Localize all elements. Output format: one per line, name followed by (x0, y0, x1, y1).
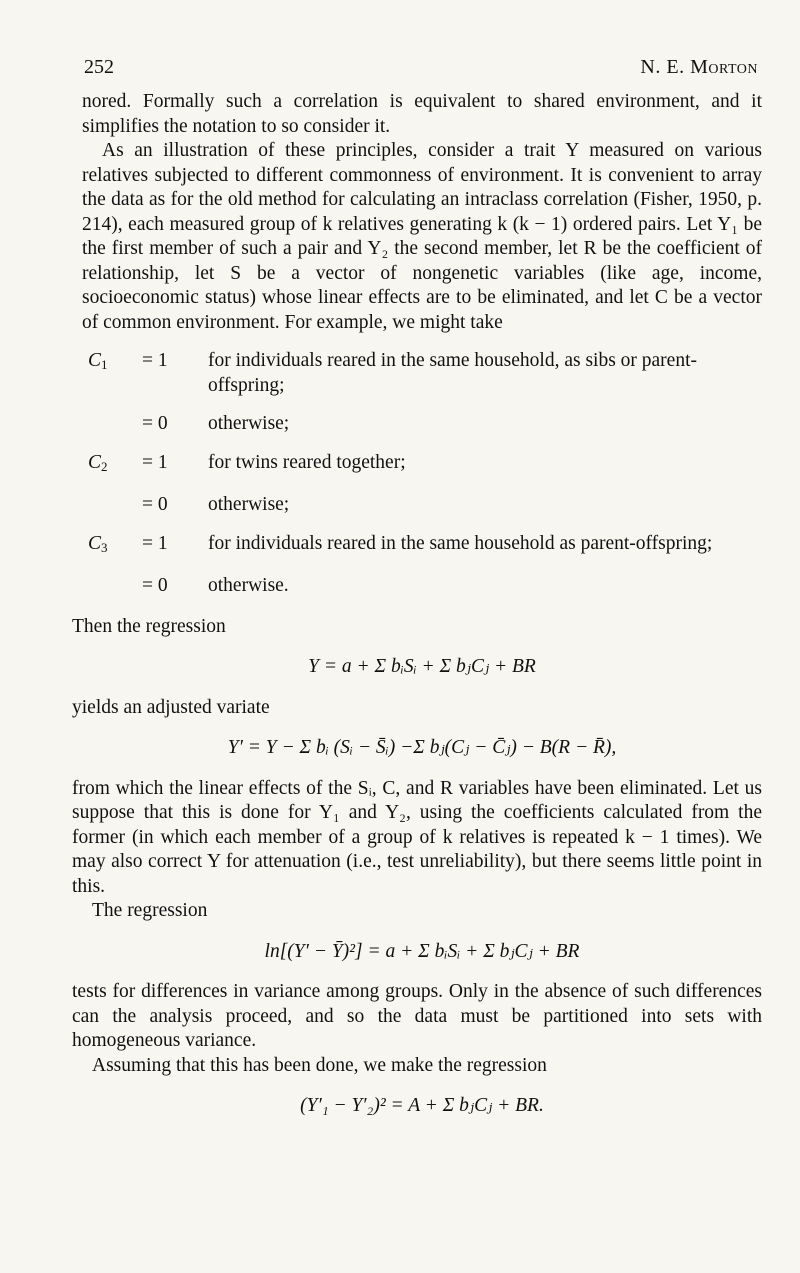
definition-value: = 0 (142, 494, 168, 515)
definition-text: for individuals reared in the same household as parent-offspring; (208, 532, 713, 554)
definition-value: = 0 (142, 413, 168, 434)
definition-value: = 1 (142, 532, 168, 554)
page-number: 252 (84, 56, 114, 78)
definition-variable: C (88, 350, 102, 371)
paragraph-the-regression: The regression (92, 900, 208, 921)
paragraph-continued: nored. Formally such a correlation is equivalent to shared environment, and it simplifies the notation to so consider it. (82, 91, 762, 137)
definition-row (82, 412, 762, 437)
definition-text: for individuals reared in the same household, as sibs or parent-offspring; (208, 350, 697, 396)
definition-value: = 1 (142, 451, 168, 473)
regression-formula: Y = a + Σ bᵢSᵢ + Σ bⱼCⱼ + BR (308, 656, 536, 677)
definition-text: for twins reared together; (208, 451, 406, 473)
definition-variable: C (88, 532, 102, 554)
definition-row: $C_2$ = 1 for twins reared together; (82, 451, 762, 480)
paragraph-linear-effects: from which the linear effects of the Sᵢ, C, and R variables have been eliminated. Let us suppose that this is done for Y₁ and Y₂, using the coefficients calculated from the former (in which each member of a group of k relatives is repeated k − 1 times). We may also correct Y for attenuation (i.e., test unreliability), but there seems little point in this. (72, 777, 762, 897)
variance-regression-formula: ln[(Y′ − Ȳ)²] = a + Σ bᵢSᵢ + Σ bⱼCⱼ + BR (264, 940, 580, 962)
definition-value: = 0 (142, 575, 168, 596)
definition-text: otherwise; (208, 413, 290, 434)
definition-row: $C_3$ = 1 for individuals reared in the same household as parent-offspring; (82, 532, 762, 561)
definition-row: $C_1$ = 1 for individuals reared in the same household, as sibs or parent-offspring; (82, 349, 762, 398)
pair-regression-formula: (Y′₁ − Y′₂)² = A + Σ bⱼCⱼ + BR. (300, 1095, 544, 1116)
paragraph-adjusted-variate: yields an adjusted variate (72, 696, 270, 718)
definition-row (82, 574, 762, 599)
paragraph-variance-tests: tests for differences in variance among groups. Only in the absence of such differences can the analysis proceed, and so the data must be partitioned into sets with homogeneous variance. (72, 981, 762, 1051)
adjusted-variate-formula: Y′ = Y − Σ bᵢ (Sᵢ − S̄ᵢ) −Σ bⱼ(Cⱼ − C̄ⱼ) − B(R − R̄), (227, 737, 617, 758)
paragraph-then-regression: Then the regression (72, 615, 226, 637)
paragraph-illustration: As an illustration of these principles, consider a trait Y measured on various relatives subjected to different commonness of environment. It is convenient to array the data as for the old method for calculating an intraclass correlation (Fisher, 1950, p. 214), each measured group of k relatives generating k (k − 1) ordered pairs. Let Y₁ be the first member of such a pair and Y₂ the second member, let R be the coefficient of relationship, let S be a vector of nongenetic variables (like age, income, socioeconomic status) whose linear effects are to be eliminated, and let C be a vector of common environment. For example, we might take (82, 140, 762, 333)
definition-text: otherwise; (208, 494, 290, 515)
paragraph-assuming: Assuming that this has been done, we make the regression (92, 1054, 547, 1076)
running-author: N. E. Morton (640, 56, 758, 78)
definition-row (82, 493, 762, 518)
definition-text: otherwise. (208, 575, 289, 596)
environment-definitions (82, 349, 762, 599)
page-body (72, 90, 762, 1119)
definition-variable: C (88, 451, 102, 473)
definition-value: = 1 (142, 350, 168, 371)
